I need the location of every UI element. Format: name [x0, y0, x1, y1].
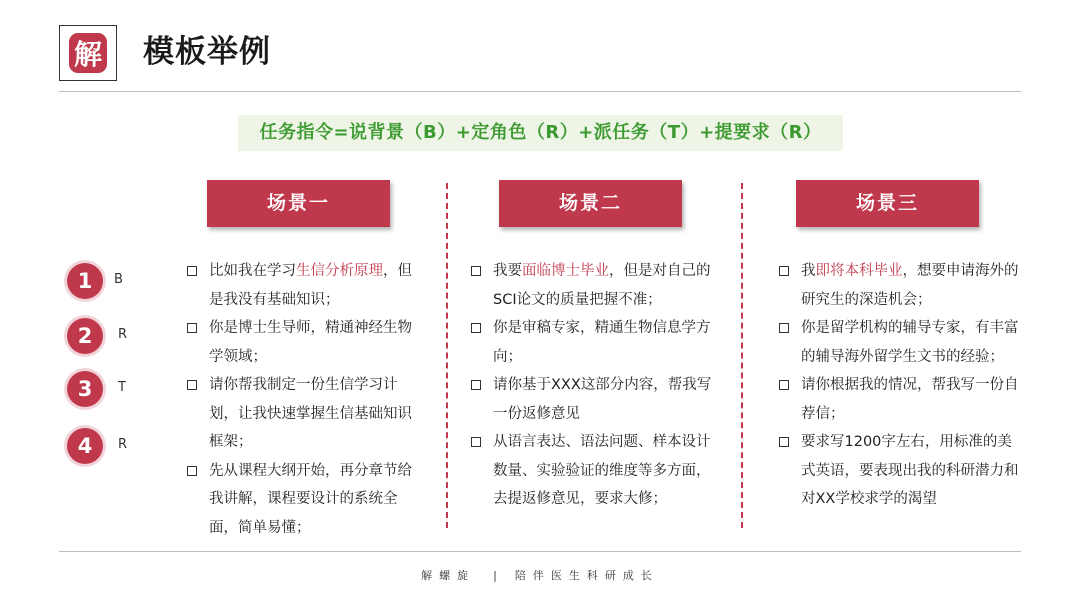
step-number: 3	[67, 371, 103, 407]
item-text: 请你帮我制定一份生信学习计划，让我快速掌握生信基础知识框架；	[209, 377, 412, 450]
list-item	[471, 314, 721, 371]
seal-logo-icon	[66, 30, 110, 76]
step-letter: R	[118, 437, 128, 452]
checkbox-icon[interactable]	[779, 323, 789, 333]
scene-2-list	[471, 257, 721, 514]
checkbox-icon[interactable]	[187, 380, 197, 390]
step-letter: R	[118, 327, 128, 342]
item-text: 请你基于XXX这部分内容，帮我写一份返修意见	[493, 377, 712, 422]
footer-divider	[59, 551, 1021, 552]
step-marker-3	[67, 371, 187, 407]
header-divider	[59, 91, 1021, 92]
list-item	[779, 314, 1024, 371]
list-item	[187, 371, 425, 457]
step-number: 4	[67, 428, 103, 464]
list-item	[471, 257, 721, 314]
scene-2-button[interactable]: 场景二	[499, 180, 682, 227]
item-text: 我要面临博士毕业，但是对自己的SCI论文的质量把握不准；	[493, 263, 711, 308]
scene-3-list	[779, 257, 1024, 514]
step-marker-1	[67, 263, 187, 299]
list-item	[187, 257, 425, 314]
step-number: 2	[67, 318, 103, 354]
footer-brand: 解螺旋	[421, 569, 476, 582]
footer-separator: |	[493, 569, 497, 582]
step-marker-2	[67, 318, 187, 354]
checkbox-icon[interactable]	[779, 380, 789, 390]
scene-3-button[interactable]: 场景三	[796, 180, 979, 227]
step-marker-4	[67, 428, 187, 464]
checkbox-icon[interactable]	[471, 323, 481, 333]
list-item	[471, 428, 721, 514]
item-text: 你是审稿专家，精通生物信息学方向；	[493, 320, 711, 365]
svg-text:解: 解	[73, 38, 103, 71]
column-divider	[446, 183, 448, 528]
formula-banner: 任务指令=说背景（B）+定角色（R）+派任务（T）+提要求（R）	[238, 115, 843, 151]
item-text: 请你根据我的情况，帮我写一份自荐信；	[801, 377, 1019, 422]
checkbox-icon[interactable]	[471, 380, 481, 390]
list-item	[471, 371, 721, 428]
list-item	[779, 371, 1024, 428]
column-divider	[741, 183, 743, 528]
footer-slogan: 陪伴医生科研成长	[514, 569, 659, 582]
checkbox-icon[interactable]	[779, 437, 789, 447]
logo	[59, 25, 117, 81]
list-item	[779, 257, 1024, 314]
item-text: 从语言表达、语法问题、样本设计数量、实验验证的维度等多方面，去提返修意见，要求大修；	[493, 434, 711, 507]
checkbox-icon[interactable]	[187, 266, 197, 276]
list-item	[187, 314, 425, 371]
list-item	[187, 457, 425, 543]
footer	[0, 567, 1080, 583]
page-title: 模板举例	[143, 34, 271, 70]
item-text: 要求写1200字左右，用标准的美式英语，要表现出我的科研潜力和对XX学校求学的渴望	[801, 434, 1019, 507]
item-text: 我即将本科毕业，想要申请海外的研究生的深造机会；	[801, 263, 1019, 308]
checkbox-icon[interactable]	[471, 437, 481, 447]
checkbox-icon[interactable]	[187, 323, 197, 333]
scene-1-list	[187, 257, 425, 542]
item-text: 先从课程大纲开始，再分章节给我讲解，课程要设计的系统全面，简单易懂；	[209, 462, 412, 536]
checkbox-icon[interactable]	[779, 266, 789, 276]
step-number: 1	[67, 263, 103, 299]
step-letter: T	[118, 380, 126, 395]
checkbox-icon[interactable]	[187, 466, 197, 476]
item-text: 比如我在学习生信分析原理，但是我没有基础知识；	[209, 263, 412, 308]
checkbox-icon[interactable]	[471, 266, 481, 276]
step-letter: B	[114, 272, 123, 287]
scene-1-button[interactable]: 场景一	[207, 180, 390, 227]
list-item	[779, 428, 1024, 514]
item-text: 你是博士生导师，精通神经生物学领域；	[209, 320, 412, 365]
item-text: 你是留学机构的辅导专家，有丰富的辅导海外留学生文书的经验；	[801, 320, 1019, 365]
